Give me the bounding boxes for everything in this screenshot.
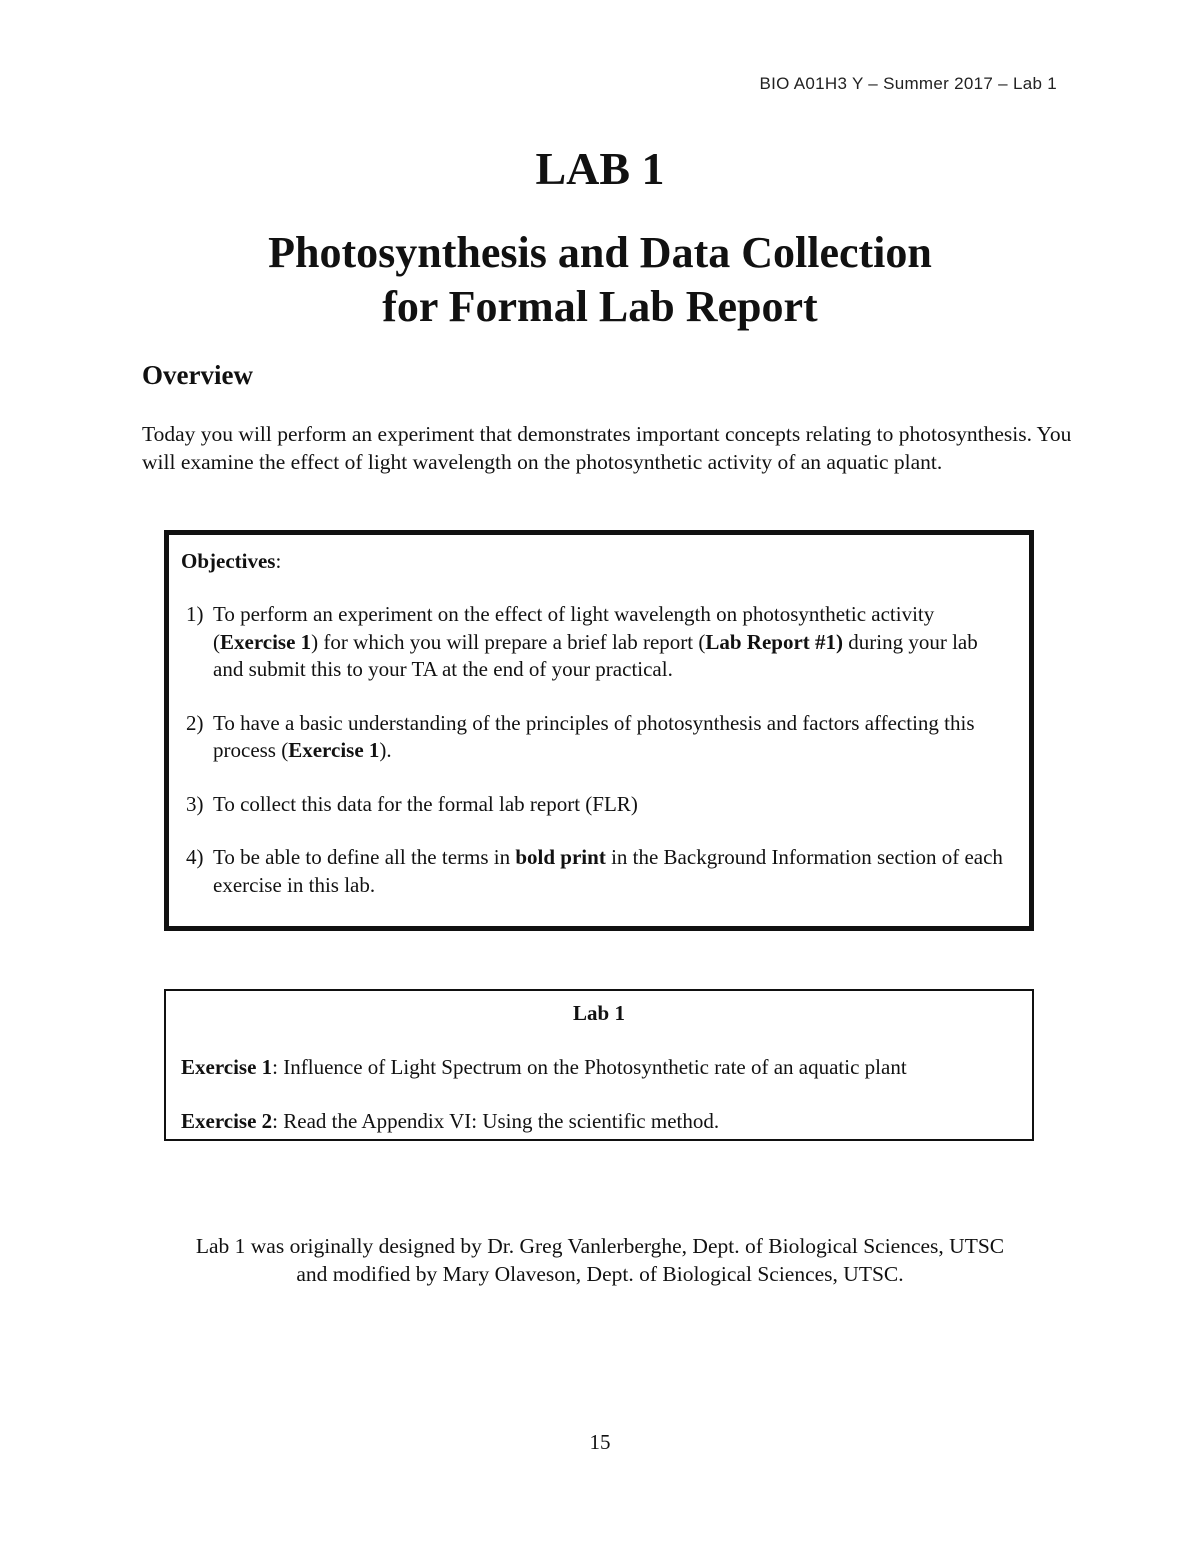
page-title-line-1: Photosynthesis and Data Collection [268,228,932,277]
page-number: 15 [589,1430,611,1454]
credit-line-2: and modified by Mary Olaveson, Dept. of Biological Sciences, UTSC. [296,1261,904,1286]
objective-text: To have a basic understanding of the principles of photosynthesis and factors affecting this process ( [213,710,975,762]
objective-bold-term: Exercise 1 [288,738,380,762]
objective-item-4 [181,844,1011,899]
exercise-item-2 [181,1109,719,1134]
page-title [0,226,1200,334]
overview-paragraph: Today you will perform an experiment that demonstrates important concepts relating to photosynthesis. You will examine the effect of light wavelength on the photosynthetic activity of an aquatic plant. [142,422,1072,474]
objective-text: during your lab and submit this to your TA at the end of your practical. [213,629,978,681]
overview-heading: Overview [142,360,253,390]
objective-bold-term: Exercise 1 [220,629,312,654]
objective-text: To be able to define all the terms in [213,845,516,869]
running-head: BIO A01H3 Y – Summer 2017 – Lab 1 [759,74,1057,93]
credit-note [0,1233,1200,1288]
exercise-label: Exercise 2 [181,1109,273,1133]
objective-text: in the Background Information section of each exercise in this lab. [213,845,1003,897]
objectives-label-colon: : [275,549,282,573]
objective-text: To perform an experiment on the effect of light wavelength on photosynthetic activity ( [213,602,935,654]
exercise-box [164,989,1034,1141]
objectives-box [164,530,1034,931]
objective-number: 3) [186,791,204,816]
objective-number: 4) [186,845,204,869]
exercise-box-heading: Lab 1 [573,1001,625,1025]
objective-item-2 [181,710,1011,765]
objective-text: ). [379,738,392,762]
objectives-list [181,601,1011,925]
objective-item-1 [181,601,1011,684]
objective-number: 1) [186,602,204,626]
lab-number-title: LAB 1 [535,143,665,194]
page-title-line-2: for Formal Lab Report [382,282,818,331]
objective-item-3 [181,791,1011,819]
objectives-label [181,549,281,574]
exercise-description: : Read the Appendix VI: Using the scientific method. [272,1109,720,1133]
exercise-label: Exercise 1 [181,1055,273,1079]
objective-bold-term: Lab Report #1) [705,629,844,654]
exercise-description: : Influence of Light Spectrum on the Photosynthetic rate of an aquatic plant [272,1055,907,1079]
objective-bold-term: bold print [515,845,606,869]
objective-text: To collect this data for the formal lab report (FLR) [213,791,638,816]
objective-number: 2) [186,710,204,735]
objectives-label-text: Objectives [181,549,276,573]
exercise-item-1 [181,1055,907,1080]
objective-text: ) for which you will prepare a brief lab report ( [311,629,706,654]
credit-line-1: Lab 1 was originally designed by Dr. Greg Vanlerberghe, Dept. of Biological Sciences, UTSC [195,1234,1005,1258]
